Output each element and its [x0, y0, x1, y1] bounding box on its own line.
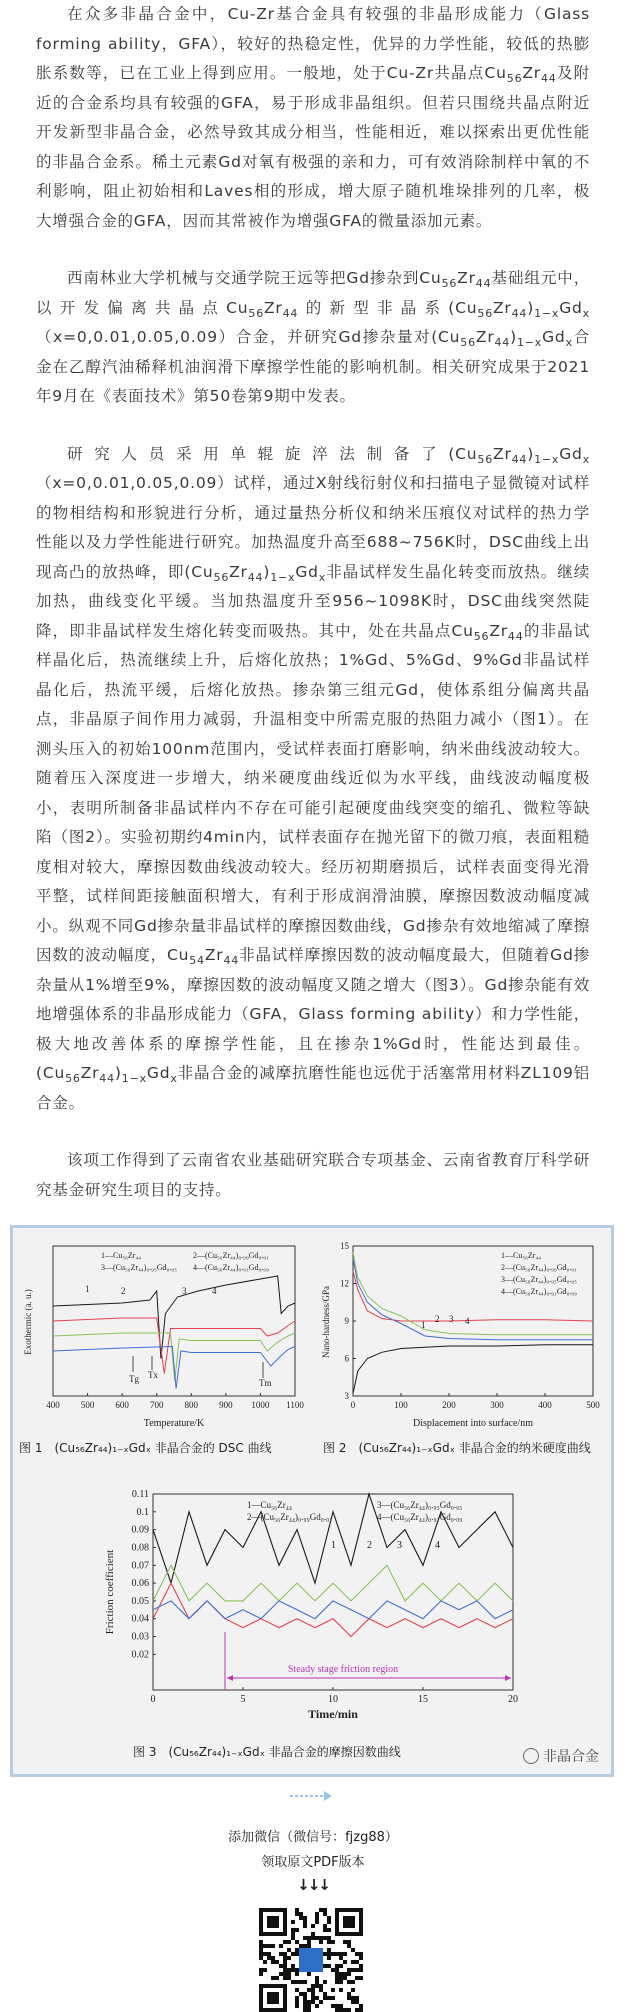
- x-tick-label: 400: [538, 1400, 552, 1410]
- dsc-annot-tg: Tg: [129, 1374, 139, 1384]
- x-tick-label: 500: [586, 1400, 600, 1410]
- dsc-y-label: Exothermic (a. u.): [23, 1289, 33, 1355]
- friction-region-label: Steady stage friction region: [287, 1664, 399, 1675]
- y-tick-label: 9: [344, 1316, 349, 1326]
- dsc-legend-4: 4—(Cu₅₆Zr₄₄)₀.₉₁Gd₀.₀₉: [193, 1263, 269, 1272]
- nanohardness-curve-label-3: 3: [449, 1314, 454, 1324]
- x-tick-label: 300: [490, 1400, 504, 1410]
- friction-legend-4: 4—(Cu₅₆Zr₄₄)₀.₉₁Gd₀.₀₉: [377, 1512, 463, 1522]
- nanohardness-x-label: Displacement into surface/nm: [413, 1418, 533, 1429]
- y-tick-label: 3: [344, 1391, 349, 1401]
- y-tick-label: 6: [344, 1353, 349, 1364]
- nanohardness-legend-2: 2—(Cu₅₆Zr₄₄)₀.₉₉Gd₀.₀₁: [501, 1263, 577, 1272]
- dsc-curve-label-1: 1: [85, 1284, 90, 1294]
- nanohardness-curve-label-4: 4: [465, 1316, 470, 1326]
- footer-pdf: 领取原文PDF版本: [261, 1855, 365, 1870]
- x-tick-label: 5: [240, 1694, 246, 1705]
- x-tick-label: 600: [115, 1400, 129, 1410]
- wechat-icon: [523, 1748, 539, 1764]
- y-tick-label: 0.1: [136, 1506, 149, 1518]
- x-tick-label: 0: [350, 1400, 356, 1410]
- fig1-caption: 图 1 (Cu₅₆Zr₄₄)₁₋ₓGdₓ 非晶合金的 DSC 曲线: [19, 1441, 272, 1455]
- dsc-curve-label-4: 4: [212, 1286, 217, 1296]
- dsc-annot-tx: Tx: [148, 1370, 158, 1380]
- qr-logo: [299, 1948, 323, 1972]
- nanohardness-y-label: Nano-hardness/GPa: [321, 1286, 331, 1358]
- paragraph-funding: 该项工作得到了云南省农业基础研究联合专项基金、云南省教育厅科学研究基金研究生项目的支持。: [36, 1151, 590, 1199]
- x-tick-label: 400: [46, 1400, 60, 1410]
- x-tick-label: 200: [442, 1400, 456, 1410]
- y-tick-label: 0.05: [131, 1595, 149, 1607]
- footer-wechat: 添加微信（微信号：fjzg88）: [228, 1830, 398, 1845]
- dsc-annot-tm: Tm: [259, 1378, 272, 1388]
- nanohardness-curve-label-1: 1: [421, 1320, 426, 1330]
- nanohardness-legend-4: 4—(Cu₅₆Zr₄₄)₀.₉₁Gd₀.₀₉: [501, 1287, 577, 1296]
- x-tick-label: 700: [149, 1400, 164, 1410]
- friction-legend-3: 3—(Cu₅₆Zr₄₄)₀.₉₅Gd₀.₀₅: [377, 1500, 463, 1510]
- x-tick-label: 10: [328, 1694, 338, 1705]
- friction-curve-label-1: 1: [331, 1540, 336, 1551]
- divider-arrows: [288, 1786, 334, 1806]
- x-tick-label: 500: [80, 1400, 95, 1410]
- figure-panel: [10, 1225, 614, 1777]
- x-tick-label: 900: [219, 1400, 233, 1410]
- paragraph-intro: 在众多非晶合金中，Cu-Zr基合金具有较强的非晶形成能力（Glass forming ability，GFA），较好的热稳定性，优异的力学性能，较低的热膨胀系数等，已在工业上得到应用。一般地，处于Cu-Zr共晶点$Cu_{56}Zr_{44}$及附近的合金系均具有较强的GFA，易于形成非晶组织。但若只围绕共晶点附近开发新型非晶合金，必然导致其成分相当，性能相近，难以探索出更优性能的非晶合金系。稀土元素Gd对氧有极强的亲和力，可有效消除制样中氧的不利影响，阻止初始相和Laves相的形成，增大原子随机堆垛排列的几率，极大增强合金的GFA，因而其常被作为增强GFA的微量添加元素。: [36, 5, 590, 230]
- friction-legend-2: 2—(Cu₅₆Zr₄₄)₀.₉₉Gd₀.₀₁: [247, 1512, 333, 1522]
- nanohardness-legend-3: 3—(Cu₅₆Zr₄₄)₀.₉₅Gd₀.₀₅: [501, 1275, 577, 1284]
- friction-legend-1: 1—Cu₅₆Zr₄₄: [247, 1500, 293, 1510]
- qr-code[interactable]: [259, 1908, 363, 2012]
- dsc-x-label: Temperature/K: [143, 1418, 205, 1429]
- y-tick-label: 0.02: [131, 1649, 149, 1661]
- nanohardness-legend-1: 1—Cu₅₆Zr₄₄: [501, 1251, 542, 1260]
- y-tick-label: 15: [340, 1241, 349, 1251]
- y-tick-label: 0.04: [131, 1613, 149, 1625]
- x-tick-label: 1000: [251, 1400, 270, 1410]
- y-tick-label: 0.08: [131, 1542, 149, 1554]
- x-tick-label: 0: [150, 1694, 156, 1705]
- dsc-chart: [17, 1232, 315, 1432]
- x-tick-label: 20: [508, 1694, 518, 1705]
- friction-curve-label-2: 2: [367, 1540, 372, 1551]
- y-tick-label: 0.11: [131, 1489, 149, 1500]
- x-tick-label: 15: [418, 1694, 428, 1705]
- y-tick-label: 0.03: [131, 1631, 149, 1643]
- y-tick-label: 0.06: [131, 1578, 149, 1590]
- y-tick-label: 0.09: [131, 1524, 149, 1536]
- nanohardness-curve-label-2: 2: [435, 1314, 440, 1324]
- footer-arrows: ↓↓↓: [297, 1876, 329, 1894]
- y-tick-label: 0.07: [131, 1560, 149, 1572]
- x-tick-label: 100: [394, 1400, 408, 1410]
- fig3-caption: 图 3 (Cu₅₆Zr₄₄)₁₋ₓGdₓ 非晶合金的摩擦因数曲线: [133, 1745, 401, 1759]
- paragraph-research: 西南林业大学机械与交通学院王远等把Gd掺杂到$Cu_{56}Zr_{44}$基础组元中，以开发偏离共晶点$Cu_{56}Zr_{44}$的新型非晶系$(Cu_{56}Zr_{44})_{1-x}Gd_x(x=0,0.01,0.05,0.09)$合金，并研究Gd掺杂量对$(Cu_{56}Zr_{44})_{1-x}Gd_x$合金在乙醇汽油稀释机油润滑下摩擦学性能的影响机制。相关研究成果于2021年9月在《表面技术》第50卷第9期中发表。: [36, 269, 590, 405]
- friction-curve-label-4: 4: [435, 1540, 440, 1551]
- dsc-legend-2: 2—(Cu₅₆Zr₄₄)₀.₉₉Gd₀.₀₁: [193, 1251, 269, 1260]
- friction-chart: [97, 1482, 527, 1722]
- y-tick-label: 12: [340, 1278, 349, 1289]
- x-tick-label: 800: [184, 1400, 199, 1410]
- friction-curve-label-3: 3: [397, 1540, 402, 1551]
- friction-y-label: Friction coefficient: [104, 1549, 116, 1635]
- friction-x-label: Time/min: [308, 1707, 358, 1721]
- dsc-curve-label-2: 2: [121, 1286, 126, 1296]
- dsc-legend-3: 3—(Cu₅₆Zr₄₄)₀.₉₅Gd₀.₀₅: [101, 1263, 177, 1272]
- watermark-brand: 非晶合金: [523, 1746, 599, 1766]
- nanohardness-chart: [317, 1232, 613, 1432]
- paragraph-method: 研究人员采用单辊旋淬法制备了$(Cu_{56}Zr_{44})_{1-x}Gd_x(x=0,0.01,0.05,0.09)$试样，通过X射线衍射仪和扫描电子显微镜对试样的物相结构和形貌进行分析，通过量热分析仪和纳米压痕仪对试样的热力学性能以及力学性能进行研究。加热温度升高至688~756K时，DSC曲线上出现高凸的放热峰，即$(Cu_{56}Zr_{44})_{1-x}Gd_x$非晶试样发生晶化转变而放热。继续加热，曲线变化平缓。当加热温度升至956~1098K时，DSC曲线突然陡降，即非晶试样发生熔化转变而吸热。其中，处在共晶点$Cu_{56}Zr_{44}$的非晶试样晶化后，热流继续上升，后熔化放热；1%Gd、5%Gd、9%Gd非晶试样晶化后，热流平缓，后熔化放热。掺杂第三组元Gd，使体系组分偏离共晶点，非晶原子间作用力减弱，升温相变中所需克服的热阻力减小（图1）。在测头压入的初始100nm范围内，受试样表面打磨影响，纳米曲线波动较大。随着压入深度进一步增大，纳米硬度曲线近似为水平线，曲线波动幅度极小，表明所制备非晶试样内不存在可能引起硬度曲线突变的缩孔、微粒等缺陷（图2）。实验初期约4min内，试样表面存在抛光留下的微刀痕，表面粗糙度相对较大，摩擦因数曲线波动较大。经历初期磨损后，试样表面变得光滑平整，试样间距接触面积增大，有利于形成润滑油膜，摩擦因数波动幅度减小。纵观不同Gd掺杂量非晶试样的摩擦因数曲线，Gd掺杂有效地缩减了摩擦因数的波动幅度，$Cu_{54}Zr_{44}$非晶试样摩擦因数的波动幅度最大，但随着Gd掺杂量从1%增至9%，摩擦因数的波动幅度又随之增大（图3）。Gd掺杂能有效地增强体系的非晶形成能力（GFA，Glass forming ability）和力学性能，极大地改善体系的摩擦学性能，且在掺杂1%Gd时，性能达到最佳。$(Cu_{56}Zr_{44})_{1-x}Gd_x$非晶合金的减摩抗磨性能也远优于活塞常用材料ZL109铝合金。: [36, 444, 591, 1112]
- fig2-caption: 图 2 (Cu₅₆Zr₄₄)₁₋ₓGdₓ 非晶合金的纳米硬度曲线: [323, 1441, 591, 1455]
- dsc-curve-label-3: 3: [182, 1286, 187, 1296]
- dsc-legend-1: 1—Cu₅₆Zr₄₄: [101, 1251, 142, 1260]
- x-tick-label: 1100: [286, 1400, 304, 1410]
